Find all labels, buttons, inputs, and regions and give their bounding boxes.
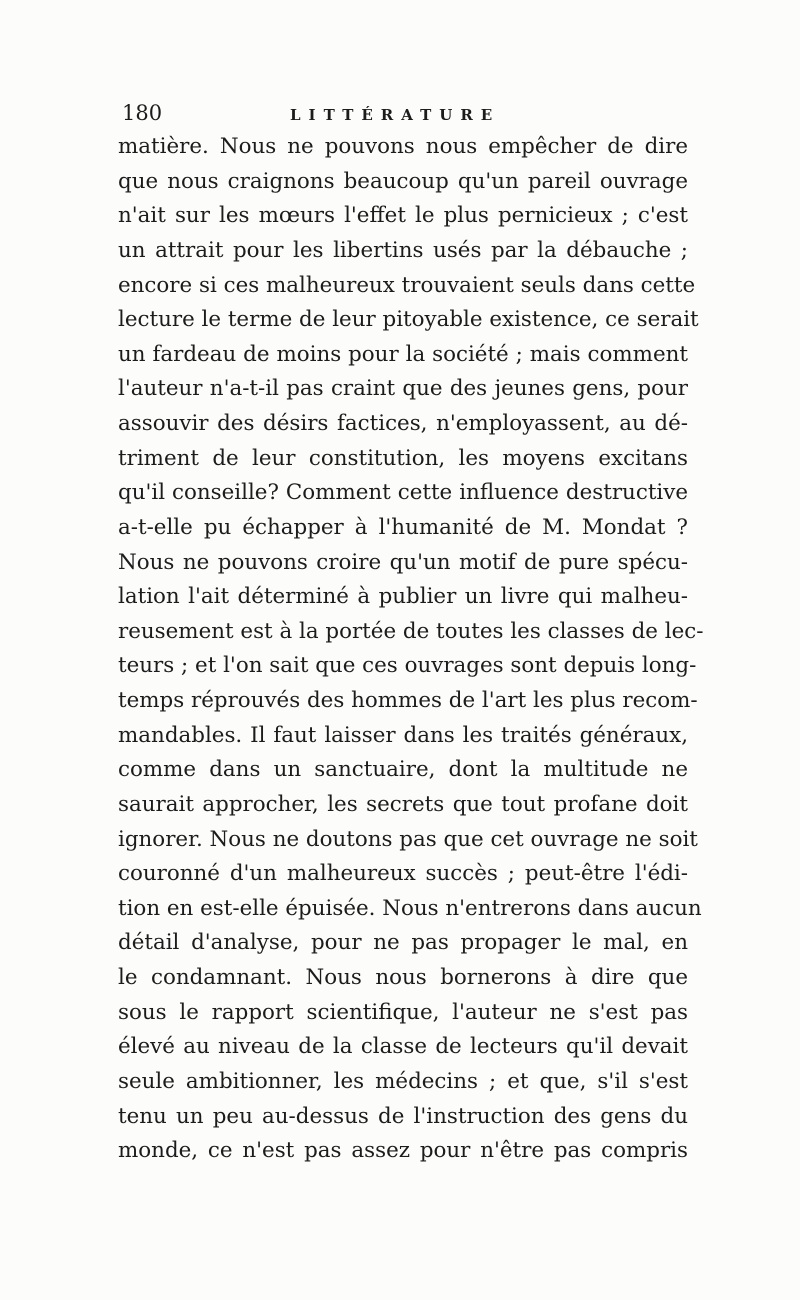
- text-line: Nous ne pouvons croire qu'un motif de pure spécu-: [118, 549, 688, 575]
- text-line: ignorer. Nous ne doutons pas que cet ouvrage ne soit: [118, 826, 698, 852]
- text-line: élevé au niveau de la classe de lecteurs qu'il devait: [118, 1034, 688, 1060]
- body-text: [118, 130, 704, 1169]
- text-line: reusement est à la portée de toutes les classes de lec-: [118, 618, 704, 644]
- text-line: teurs ; et l'on sait que ces ouvrages sont depuis long-: [118, 653, 697, 679]
- text-line: tion en est-elle épuisée. Nous n'entrerons dans aucun: [118, 895, 702, 921]
- text-line: saurait approcher, les secrets que tout profane doit: [118, 791, 688, 817]
- text-line: tenu un peu au-dessus de l'instruction des gens du: [118, 1103, 688, 1129]
- page-header: [122, 98, 682, 128]
- text-line: détail d'analyse, pour ne pas propager le mal, en: [118, 930, 688, 956]
- text-line: seule ambitionner, les médecins ; et que, s'il s'est: [118, 1068, 688, 1094]
- text-line: temps réprouvés des hommes de l'art les plus recom-: [118, 688, 698, 713]
- text-line: qu'il conseille? Comment cette influence destructive: [118, 480, 688, 506]
- text-line: a-t-elle pu échapper à l'humanité de M. Mondat ?: [118, 514, 688, 540]
- text-line: monde, ce n'est pas assez pour n'être pas compris: [118, 1138, 688, 1164]
- text-line: l'auteur n'a-t-il pas craint que des jeunes gens, pour: [118, 376, 688, 402]
- text-line: comme dans un sanctuaire, dont la multitude ne: [118, 757, 688, 783]
- text-line: mandables. Il faut laisser dans les traités généraux,: [118, 722, 688, 748]
- text-line: lecture le terme de leur pitoyable existence, ce serait: [118, 307, 699, 333]
- text-line: triment de leur constitution, les moyens excitans: [118, 445, 688, 471]
- text-line: le condamnant. Nous nous bornerons à dire que: [118, 965, 688, 990]
- running-head: LITTÉRATURE: [290, 106, 501, 124]
- text-line: matière. Nous ne pouvons nous empêcher de dire: [118, 134, 688, 159]
- text-line: que nous craignons beaucoup qu'un pareil ouvrage: [118, 168, 688, 194]
- page-number: 180: [122, 101, 163, 125]
- text-line: sous le rapport scientifique, l'auteur ne s'est pas: [118, 999, 688, 1025]
- text-line: assouvir des désirs factices, n'employassent, au dé-: [118, 411, 688, 436]
- text-line: couronné d'un malheureux succès ; peut-être l'édi-: [118, 861, 688, 887]
- text-line: n'ait sur les mœurs l'effet le plus pernicieux ; c'est: [118, 203, 688, 229]
- text-line: un fardeau de moins pour la société ; mais comment: [118, 341, 688, 367]
- text-line: un attrait pour les libertins usés par la débauche ;: [118, 237, 688, 263]
- text-line: encore si ces malheureux trouvaient seuls dans cette: [118, 272, 696, 298]
- text-line: lation l'ait déterminé à publier un livre qui malheu-: [118, 584, 688, 610]
